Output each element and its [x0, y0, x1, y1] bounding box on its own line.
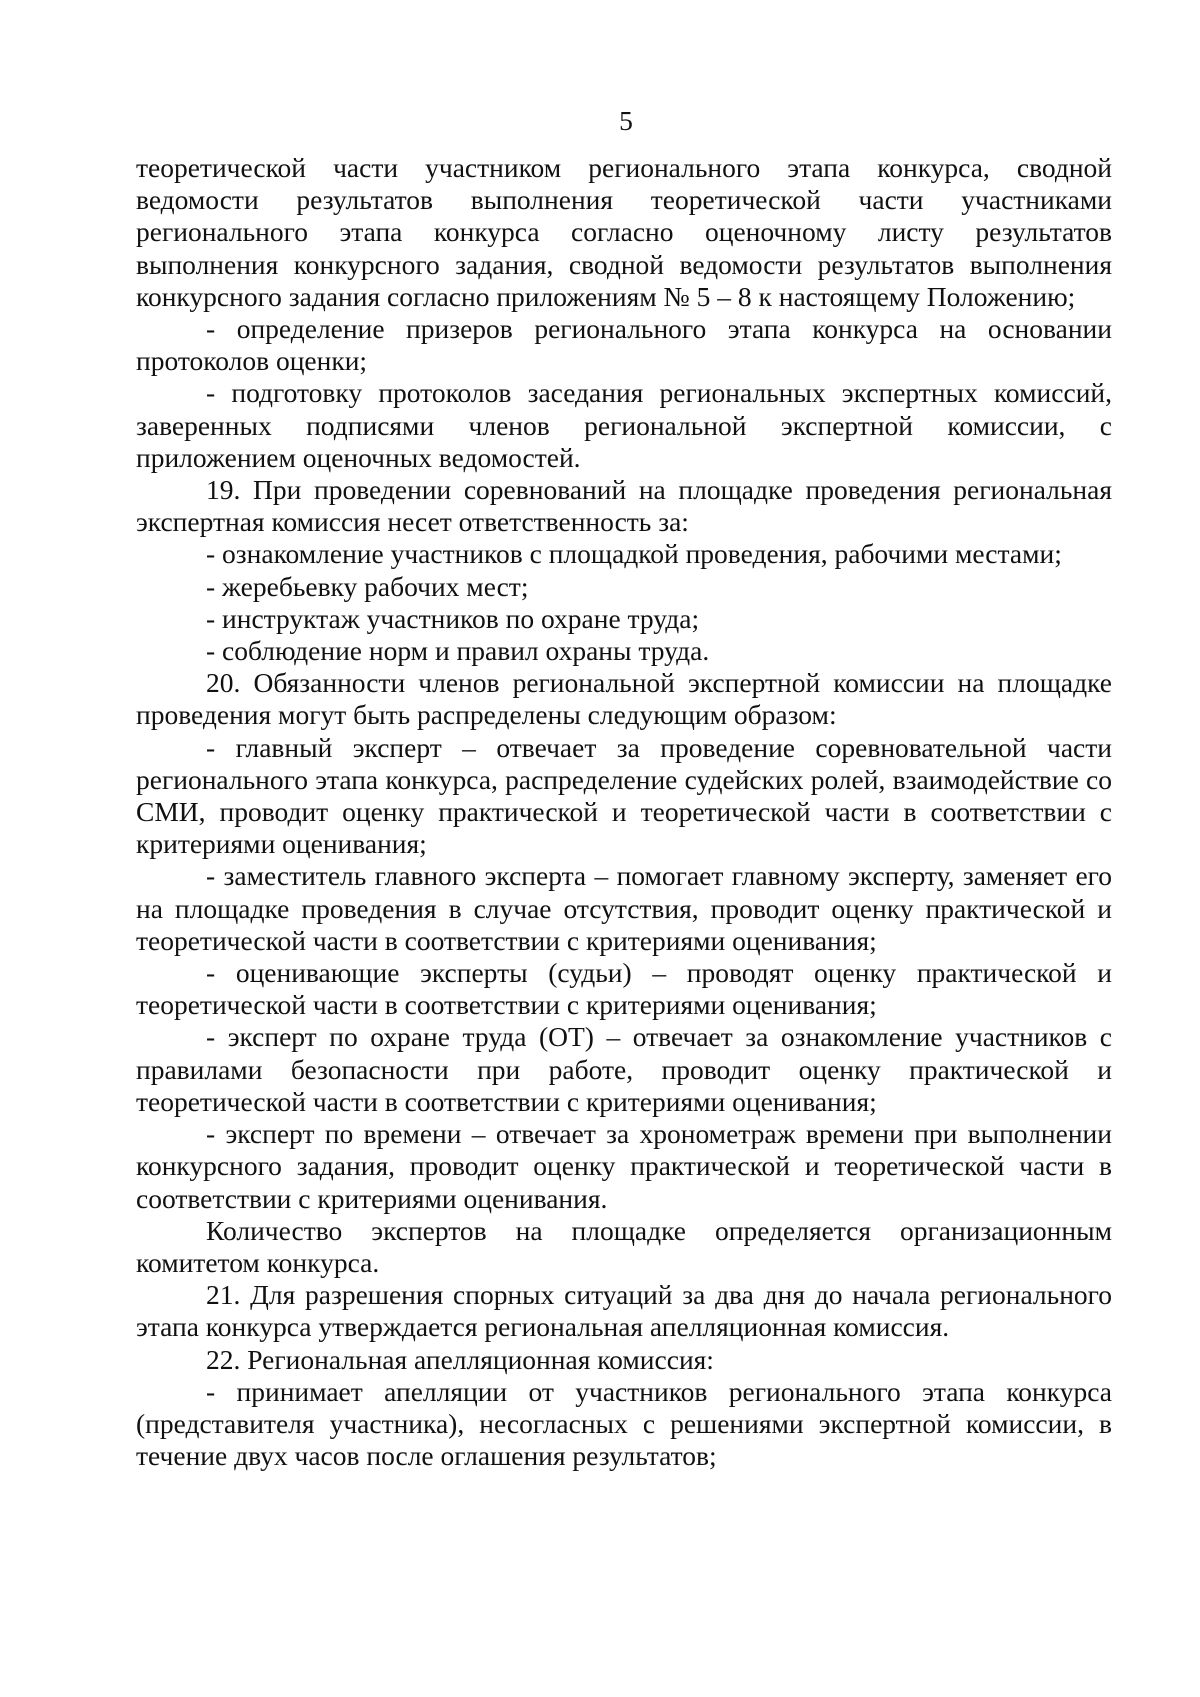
paragraph-clause-19: 19. При проведении соревнований на площадке проведения региональная экспертная комиссия несет ответственность за: — [136, 474, 1112, 538]
paragraph-clause-20: 20. Обязанности членов региональной экспертной комиссии на площадке проведения могут быть распределены следующим образом: — [136, 667, 1112, 731]
paragraph-item-judges: - оценивающие эксперты (судьи) – проводят оценку практической и теоретической части в соответствии с критериями оценивания; — [136, 957, 1112, 1021]
paragraph-item-appeals: - принимает апелляции от участников регионального этапа конкурса (представителя участника), несогласных с решениями экспертной комиссии, в течение двух часов после оглашения результатов; — [136, 1375, 1112, 1472]
paragraph-item-safety-expert: - эксперт по охране труда (ОТ) – отвечает за ознакомление участников с правилами безопасности при работе, проводит оценку практической и теоретической части в соответствии с критериями оценивания; — [136, 1021, 1112, 1117]
paragraph-expert-count: Количество экспертов на площадке определяется организационным комитетом конкурса. — [136, 1214, 1112, 1278]
paragraph-clause-21: 21. Для разрешения спорных ситуаций за два дня до начала регионального этапа конкурса утверждается региональная апелляционная комиссия. — [136, 1279, 1112, 1343]
paragraph-item-protocols: - подготовку протоколов заседания региональных экспертных комиссий, заверенных подписями членов региональной экспертной комиссии, с приложением оценочных ведомостей. — [136, 377, 1112, 473]
paragraph-continuation: теоретической части участником регионального этапа конкурса, сводной ведомости результатов выполнения теоретической части участниками регионального этапа конкурса согласно оценочному листу результатов выполнения конкурсного задания, сводной ведомости результатов выполнения конкурсного задания согласно приложениям № 5 – 8 к настоящему Положению; — [136, 152, 1112, 312]
paragraph-item-deputy-expert: - заместитель главного эксперта – помогает главному эксперту, заменяет его на площадке проведения в случае отсутствия, проводит оценку практической и теоретической части в соответствии с критериями оценивания; — [136, 860, 1112, 956]
page-number: 5 — [619, 105, 633, 136]
paragraph-item-chief-expert: - главный эксперт – отвечает за проведение соревновательной части регионального этапа конкурса, распределение судейских ролей, взаимодействие со СМИ, проводит оценку практической и теоретической части в соответствии с критериями оценивания; — [136, 731, 1112, 860]
paragraph-item-lottery: - жеребьевку рабочих мест; — [206, 570, 529, 602]
paragraph-item-briefing: - инструктаж участников по охране труда; — [206, 602, 700, 634]
paragraph-item-familiarization: - ознакомление участников с площадкой проведения, рабочими местами; — [206, 538, 1062, 570]
paragraph-item-prizewinners: - определение призеров регионального этапа конкурса на основании протоколов оценки; — [136, 313, 1112, 377]
paragraph-clause-22: 22. Региональная апелляционная комиссия: — [206, 1343, 714, 1375]
document-body — [136, 152, 1112, 1472]
paragraph-item-time-expert: - эксперт по времени – отвечает за хронометраж времени при выполнении конкурсного задания, проводит оценку практической и теоретической части в соответствии с критериями оценивания. — [136, 1118, 1112, 1214]
paragraph-item-safety-norms: - соблюдение норм и правил охраны труда. — [206, 635, 710, 667]
